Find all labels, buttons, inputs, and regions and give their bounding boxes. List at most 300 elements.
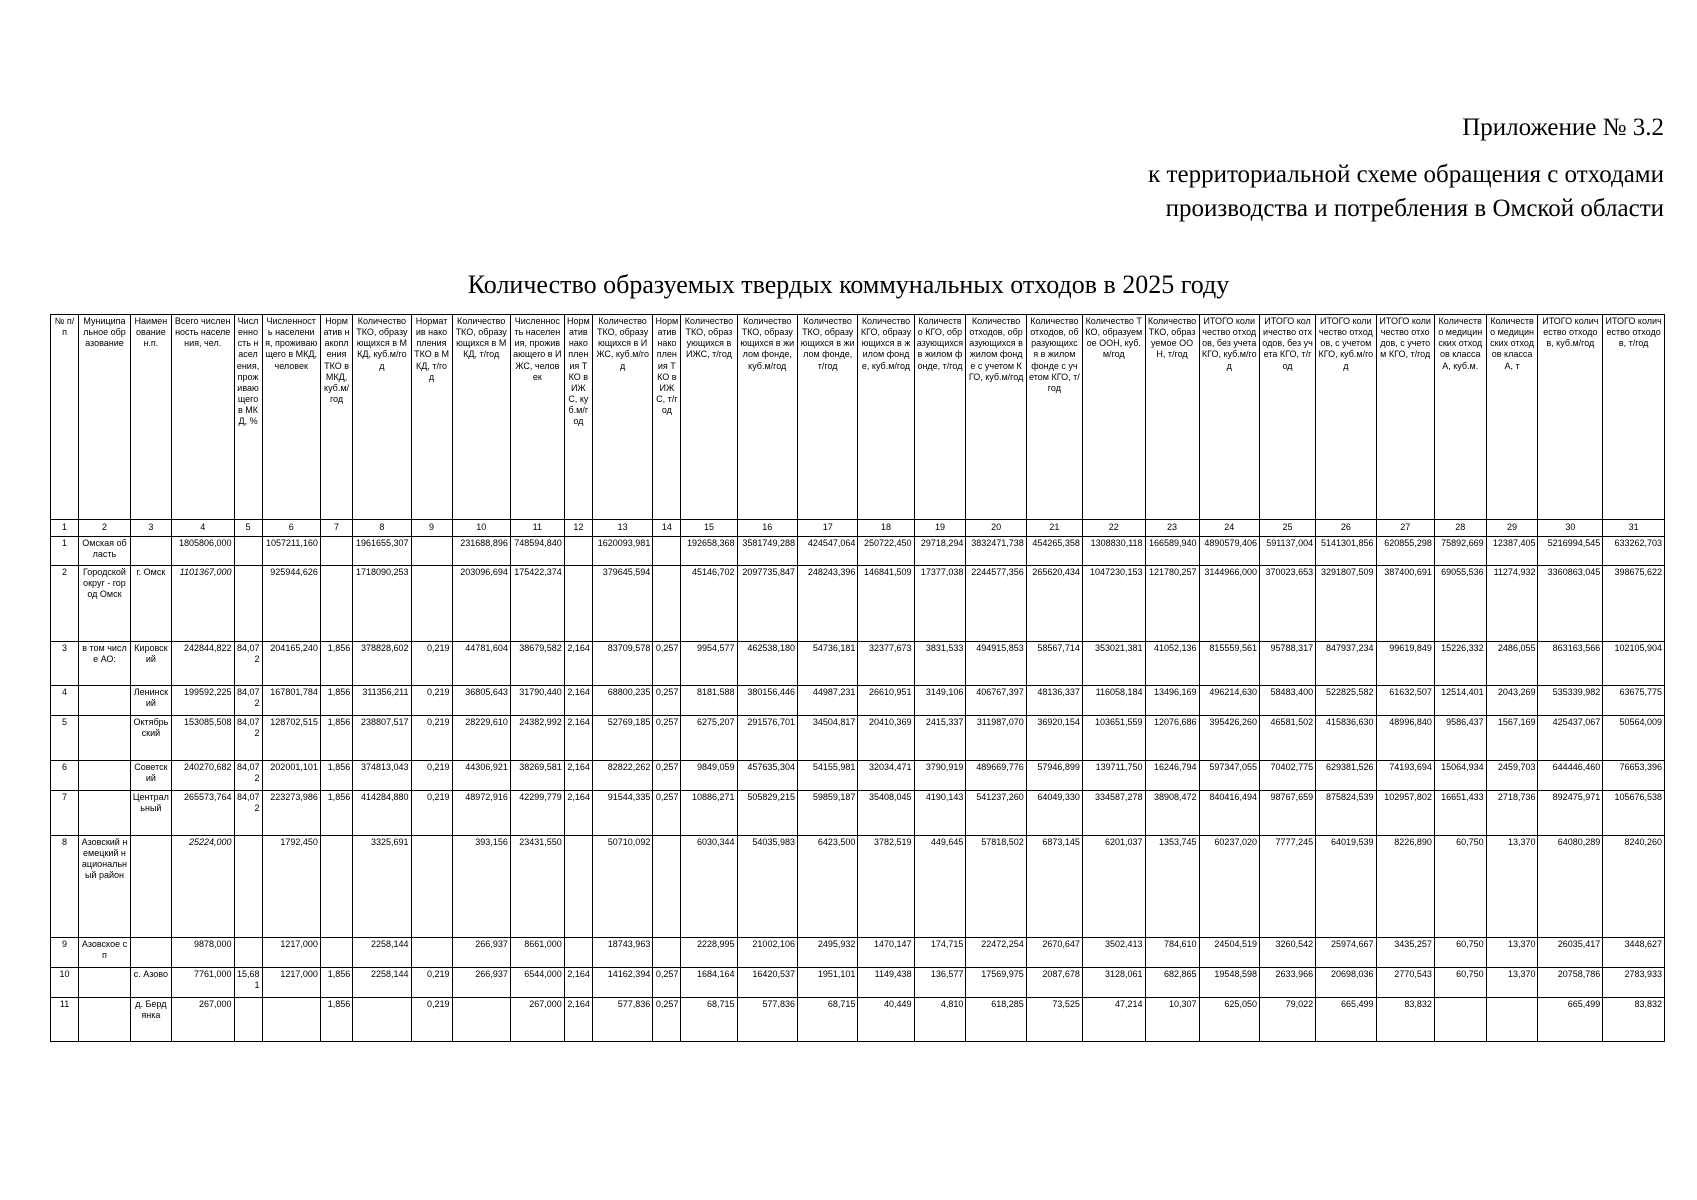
table-row (51, 716, 1665, 761)
table-cell (564, 836, 592, 938)
appendix-number: Приложение № 3.2 (1462, 114, 1664, 141)
table-cell: 4890579,406 (1199, 537, 1259, 566)
table-cell: 505829,215 (737, 791, 797, 836)
table-cell: 462538,180 (737, 642, 797, 686)
table-cell: 10,307 (1145, 998, 1199, 1042)
table-cell: 2258,144 (353, 938, 411, 968)
table-cell: 242844,822 (171, 642, 234, 686)
table-cell: 3581749,288 (737, 537, 797, 566)
table-cell: 26610,951 (858, 686, 914, 716)
table-cell: 5216994,545 (1538, 537, 1603, 566)
table-cell: г. Омск (130, 566, 171, 642)
table-cell: 58567,714 (1026, 642, 1082, 686)
table-cell: 2,164 (564, 686, 592, 716)
table-cell: 1101367,000 (171, 566, 234, 642)
table-cell: с. Азово (130, 968, 171, 998)
table-cell: 1 (51, 537, 79, 566)
table-cell: 248243,396 (797, 566, 857, 642)
table-cell: 84,072 (234, 642, 262, 686)
column-number: 10 (452, 520, 510, 537)
table-cell: 70402,775 (1259, 761, 1315, 791)
table-cell: 2,164 (564, 968, 592, 998)
table-cell: 6275,207 (681, 716, 737, 761)
table-cell: 91544,335 (592, 791, 652, 836)
table-cell: 57818,502 (966, 836, 1026, 938)
table-cell (1486, 998, 1538, 1042)
table-cell: 875824,539 (1316, 791, 1376, 836)
column-header: Норматив накопления ТКО в МКД, т/год (411, 315, 452, 520)
table-cell: 266,937 (452, 938, 510, 968)
column-number: 6 (262, 520, 320, 537)
table-row (51, 836, 1665, 938)
table-cell (320, 836, 352, 938)
table-cell: 52769,185 (592, 716, 652, 761)
column-number: 14 (653, 520, 681, 537)
table-cell: 204165,240 (262, 642, 320, 686)
table-cell: 38679,582 (510, 642, 564, 686)
table-cell: 424547,064 (797, 537, 857, 566)
table-cell: 8226,890 (1376, 836, 1434, 938)
table-cell: 48996,840 (1376, 716, 1434, 761)
table-cell: 13,370 (1486, 836, 1538, 938)
column-header: Количество ТКО, образуемое ООН, куб.м/год (1082, 315, 1145, 520)
table-cell: 618,285 (966, 998, 1026, 1042)
table-cell: 3291807,509 (1316, 566, 1376, 642)
table-cell: 3128,061 (1082, 968, 1145, 998)
table-cell: 784,610 (1145, 938, 1199, 968)
table-cell: 535339,982 (1538, 686, 1603, 716)
table-cell: 64049,330 (1026, 791, 1082, 836)
table-cell: 146841,509 (858, 566, 914, 642)
column-header: Количество КГО, образующихся в жилом фонде, т/год (914, 315, 966, 520)
column-header: Количество ТКО, образующихся в жилом фонде, т/год (797, 315, 857, 520)
table-cell: 95788,317 (1259, 642, 1315, 686)
table-cell: 83,832 (1376, 998, 1434, 1042)
table-cell: 665,499 (1316, 998, 1376, 1042)
table-cell: 6030,344 (681, 836, 737, 938)
table-cell: 840416,494 (1199, 791, 1259, 836)
table-cell: 8240,260 (1603, 836, 1665, 938)
table-cell: 0,257 (653, 716, 681, 761)
table-cell: 48136,337 (1026, 686, 1082, 716)
table-cell: 2244577,356 (966, 566, 1026, 642)
table-cell: 387400,691 (1376, 566, 1434, 642)
table-cell: 2043,269 (1486, 686, 1538, 716)
table-cell: 3360863,045 (1538, 566, 1603, 642)
table-cell: 15226,332 (1434, 642, 1486, 686)
table-cell: 291576,701 (737, 716, 797, 761)
column-number: 11 (510, 520, 564, 537)
table-cell: 54035,983 (737, 836, 797, 938)
table-cell (653, 938, 681, 968)
table-cell: 374813,043 (353, 761, 411, 791)
table-cell (130, 836, 171, 938)
table-cell: 18743,963 (592, 938, 652, 968)
table-cell: 16246,794 (1145, 761, 1199, 791)
table-cell: Центральный (130, 791, 171, 836)
table-cell: 12387,405 (1486, 537, 1538, 566)
column-number: 16 (737, 520, 797, 537)
table-cell (234, 537, 262, 566)
table-cell (79, 716, 131, 761)
table-cell: 267,000 (171, 998, 234, 1042)
table-cell: 12514,401 (1434, 686, 1486, 716)
table-cell: 496214,630 (1199, 686, 1259, 716)
table-cell: 2,164 (564, 716, 592, 761)
table-cell: 665,499 (1538, 998, 1603, 1042)
column-header: ИТОГО количество отходов, с учетом КГО, т/год (1376, 315, 1434, 520)
table-cell: 9 (51, 938, 79, 968)
table-cell: 20698,036 (1316, 968, 1376, 998)
table-cell: 393,156 (452, 836, 510, 938)
table-cell: 103651,559 (1082, 716, 1145, 761)
table-cell: 202001,101 (262, 761, 320, 791)
waste-table (50, 314, 1665, 1042)
column-number: 21 (1026, 520, 1082, 537)
table-cell: 2495,932 (797, 938, 857, 968)
table-cell: 63675,775 (1603, 686, 1665, 716)
column-header: Количество ТКО, образуемое ООН, т/год (1145, 315, 1199, 520)
table-cell: 12076,686 (1145, 716, 1199, 761)
column-number: 27 (1376, 520, 1434, 537)
table-cell: 2670,647 (1026, 938, 1082, 968)
table-cell: 6201,037 (1082, 836, 1145, 938)
table-cell: 68800,235 (592, 686, 652, 716)
table-cell: 250722,450 (858, 537, 914, 566)
table-cell: 489669,776 (966, 761, 1026, 791)
table-cell: 370023,653 (1259, 566, 1315, 642)
table-cell: 2633,966 (1259, 968, 1315, 998)
column-header: Норматив накопления ТКО в МКД, куб.м/год (320, 315, 352, 520)
column-number: 5 (234, 520, 262, 537)
table-cell: 3832471,738 (966, 537, 1026, 566)
table-cell: 454265,358 (1026, 537, 1082, 566)
table-cell: 4,810 (914, 998, 966, 1042)
table-cell: 44987,231 (797, 686, 857, 716)
table-cell: Советский (130, 761, 171, 791)
table-cell: 353021,381 (1082, 642, 1145, 686)
table-cell: 3149,106 (914, 686, 966, 716)
table-cell: 16651,433 (1434, 791, 1486, 836)
table-cell: 311987,070 (966, 716, 1026, 761)
table-cell: 105676,538 (1603, 791, 1665, 836)
table-cell: 0,219 (411, 968, 452, 998)
table-cell: 41052,136 (1145, 642, 1199, 686)
table-cell: 15064,934 (1434, 761, 1486, 791)
table-cell: 1217,000 (262, 938, 320, 968)
table-cell: 425437,067 (1538, 716, 1603, 761)
table-cell: 1792,450 (262, 836, 320, 938)
table-cell: 1,856 (320, 968, 352, 998)
table-cell: 13496,169 (1145, 686, 1199, 716)
table-cell: 541237,260 (966, 791, 1026, 836)
table-cell: 167801,784 (262, 686, 320, 716)
table-cell (411, 537, 452, 566)
table-cell: 45146,702 (681, 566, 737, 642)
table-cell: 644446,460 (1538, 761, 1603, 791)
table-cell: 3448,627 (1603, 938, 1665, 968)
table-cell: 60237,020 (1199, 836, 1259, 938)
table-cell: 25974,667 (1316, 938, 1376, 968)
table-cell (353, 998, 411, 1042)
column-header: Норматив накопления ТКО в ИЖС, куб.м/год (564, 315, 592, 520)
table-cell: 1805806,000 (171, 537, 234, 566)
table-cell: 83,832 (1603, 998, 1665, 1042)
table-cell: 29718,294 (914, 537, 966, 566)
table-cell: 9954,577 (681, 642, 737, 686)
table-cell: 199592,225 (171, 686, 234, 716)
table-cell: 68,715 (797, 998, 857, 1042)
table-cell: 265573,764 (171, 791, 234, 836)
table-cell: 334587,278 (1082, 791, 1145, 836)
table-cell: 398675,622 (1603, 566, 1665, 642)
table-cell: 494915,853 (966, 642, 1026, 686)
table-cell: 0,219 (411, 998, 452, 1042)
table-row (51, 686, 1665, 716)
table-cell: 682,865 (1145, 968, 1199, 998)
table-cell: 238807,517 (353, 716, 411, 761)
table-cell: 64080,289 (1538, 836, 1603, 938)
table-cell: Азовское сп (79, 938, 131, 968)
table-cell: 60,750 (1434, 938, 1486, 968)
appendix-subtitle-line-2: производства и потребления в Омской области (1165, 195, 1664, 222)
table-cell: 24382,992 (510, 716, 564, 761)
column-number: 4 (171, 520, 234, 537)
table-cell: 84,072 (234, 761, 262, 791)
table-cell: 597347,055 (1199, 761, 1259, 791)
table-cell: 59859,187 (797, 791, 857, 836)
table-cell: 267,000 (510, 998, 564, 1042)
table-cell: 311356,211 (353, 686, 411, 716)
column-number: 19 (914, 520, 966, 537)
column-header: ИТОГО количество отходов, с учетом КГО, куб.м/год (1316, 315, 1376, 520)
table-cell (653, 836, 681, 938)
table-cell: 166589,940 (1145, 537, 1199, 566)
table-cell: 414284,880 (353, 791, 411, 836)
table-cell: 2258,144 (353, 968, 411, 998)
table-cell: 815559,561 (1199, 642, 1259, 686)
table-cell: 20410,369 (858, 716, 914, 761)
table-cell: 20758,786 (1538, 968, 1603, 998)
table-cell: 69055,536 (1434, 566, 1486, 642)
table-cell: 629381,526 (1316, 761, 1376, 791)
table-cell: 1,856 (320, 642, 352, 686)
table-cell: 40,449 (858, 998, 914, 1042)
table-cell: 24504,519 (1199, 938, 1259, 968)
table-cell: 174,715 (914, 938, 966, 968)
table-cell (79, 998, 131, 1042)
table-cell: 223273,986 (262, 791, 320, 836)
table-cell: 1308830,118 (1082, 537, 1145, 566)
table-cell (653, 537, 681, 566)
table-cell: 892475,971 (1538, 791, 1603, 836)
appendix-subtitle (964, 158, 1664, 226)
table-cell: 139711,750 (1082, 761, 1145, 791)
table-cell: 6 (51, 761, 79, 791)
table-cell: в том числе АО: (79, 642, 131, 686)
column-number: 26 (1316, 520, 1376, 537)
table-cell: 1,856 (320, 791, 352, 836)
table-cell: Омская область (79, 537, 131, 566)
table-cell: 4 (51, 686, 79, 716)
table-cell (411, 836, 452, 938)
column-header: Количество ТКО, образующихся в ИЖС, т/год (681, 315, 737, 520)
table-cell: 1,856 (320, 998, 352, 1042)
table-cell: 925944,626 (262, 566, 320, 642)
table-cell: 84,072 (234, 716, 262, 761)
table-cell: 2,164 (564, 761, 592, 791)
table-cell: 83709,578 (592, 642, 652, 686)
table-cell: 38908,472 (1145, 791, 1199, 836)
table-cell: 633262,703 (1603, 537, 1665, 566)
table-cell: 28229,610 (452, 716, 510, 761)
table-cell: 8661,000 (510, 938, 564, 968)
table-cell: Городской округ - город Омск (79, 566, 131, 642)
table-row (51, 791, 1665, 836)
table-cell: 73,525 (1026, 998, 1082, 1042)
table-cell: 9849,059 (681, 761, 737, 791)
table-cell: 10 (51, 968, 79, 998)
table-cell: 36920,154 (1026, 716, 1082, 761)
table-cell: 1718090,253 (353, 566, 411, 642)
table-cell: 0,257 (653, 642, 681, 686)
table-cell: 48972,916 (452, 791, 510, 836)
table-cell: 0,219 (411, 716, 452, 761)
table-cell: 76653,396 (1603, 761, 1665, 791)
table-cell: 54736,181 (797, 642, 857, 686)
table-cell: 57946,899 (1026, 761, 1082, 791)
table-cell: 6873,145 (1026, 836, 1082, 938)
table-cell: 0,219 (411, 642, 452, 686)
table-cell: 3 (51, 642, 79, 686)
table-cell: 1,856 (320, 761, 352, 791)
table-cell: 1149,438 (858, 968, 914, 998)
column-number: 29 (1486, 520, 1538, 537)
table-cell (234, 998, 262, 1042)
table-cell: 2097735,847 (737, 566, 797, 642)
column-header: ИТОГО количество отходов, без учета КГО, т/год (1259, 315, 1315, 520)
column-header: ИТОГО количество отходов, т/год (1603, 315, 1665, 520)
table-cell (234, 938, 262, 968)
table-cell: 32034,471 (858, 761, 914, 791)
table-cell: 42299,779 (510, 791, 564, 836)
table-cell (320, 566, 352, 642)
table-cell: 591137,004 (1259, 537, 1315, 566)
table-cell: 35408,045 (858, 791, 914, 836)
table-title: Количество образуемых твердых коммунальных отходов в 2025 году (467, 270, 1230, 299)
table-cell: 23431,550 (510, 836, 564, 938)
table-cell (564, 566, 592, 642)
column-header: Количество медицинских отходов класса А, т (1486, 315, 1538, 520)
table-cell: 19548,598 (1199, 968, 1259, 998)
table-cell: 0,257 (653, 791, 681, 836)
table-cell: 2459,703 (1486, 761, 1538, 791)
table-cell: 16420,537 (737, 968, 797, 998)
table-cell: 10886,271 (681, 791, 737, 836)
column-number: 28 (1434, 520, 1486, 537)
table-cell: 11274,932 (1486, 566, 1538, 642)
table-cell: 3260,542 (1259, 938, 1315, 968)
table-cell: 25224,000 (171, 836, 234, 938)
table-cell: 1961655,307 (353, 537, 411, 566)
table-cell: 1,856 (320, 716, 352, 761)
table-cell: 2,164 (564, 791, 592, 836)
table-cell: 38269,581 (510, 761, 564, 791)
table-cell: 22472,254 (966, 938, 1026, 968)
table-cell: 84,072 (234, 791, 262, 836)
table-cell: 102105,904 (1603, 642, 1665, 686)
table-cell: 1,856 (320, 686, 352, 716)
column-number: 17 (797, 520, 857, 537)
column-number: 15 (681, 520, 737, 537)
table-cell: 58483,400 (1259, 686, 1315, 716)
table-cell: 17377,038 (914, 566, 966, 642)
table-cell (79, 686, 131, 716)
table-cell: 99619,849 (1376, 642, 1434, 686)
column-number: 12 (564, 520, 592, 537)
column-number: 18 (858, 520, 914, 537)
table-cell: 9878,000 (171, 938, 234, 968)
table-cell: 7777,245 (1259, 836, 1315, 938)
table-cell: 44306,921 (452, 761, 510, 791)
table-cell: 395426,260 (1199, 716, 1259, 761)
table-cell: 6423,500 (797, 836, 857, 938)
column-header: Всего численность населения, чел. (171, 315, 234, 520)
table-cell: 50564,009 (1603, 716, 1665, 761)
table-cell: 449,645 (914, 836, 966, 938)
table-cell: 64019,539 (1316, 836, 1376, 938)
table-cell: 0,219 (411, 761, 452, 791)
table-cell: 9586,437 (1434, 716, 1486, 761)
table-cell: 2783,933 (1603, 968, 1665, 998)
table-cell: 415836,630 (1316, 716, 1376, 761)
column-header: Численность населения, проживающего в МКД, % (234, 315, 262, 520)
table-cell: 31790,440 (510, 686, 564, 716)
table-cell (234, 836, 262, 938)
table-cell: 32377,673 (858, 642, 914, 686)
table-cell: 577,836 (737, 998, 797, 1042)
table-row (51, 998, 1665, 1042)
table-cell: 2,164 (564, 642, 592, 686)
column-number: 3 (130, 520, 171, 537)
table-cell: 0,257 (653, 968, 681, 998)
table-cell: 3502,413 (1082, 938, 1145, 968)
column-number: 20 (966, 520, 1026, 537)
table-cell: 21002,106 (737, 938, 797, 968)
table-cell: 8181,588 (681, 686, 737, 716)
table-cell: 36805,643 (452, 686, 510, 716)
table-cell: 153085,508 (171, 716, 234, 761)
table-cell: 577,836 (592, 998, 652, 1042)
table-cell: 2 (51, 566, 79, 642)
table-row (51, 537, 1665, 566)
table-cell: 74193,694 (1376, 761, 1434, 791)
column-header: Количество ТКО, образующихся в ИЖС, куб.м/год (592, 315, 652, 520)
table-cell: 203096,694 (452, 566, 510, 642)
column-header: Муниципальное образование (79, 315, 131, 520)
table-cell (262, 998, 320, 1042)
table-cell: 7761,000 (171, 968, 234, 998)
table-cell: 60,750 (1434, 836, 1486, 938)
table-cell: 50710,092 (592, 836, 652, 938)
table-cell: 61632,507 (1376, 686, 1434, 716)
table-cell: 3435,257 (1376, 938, 1434, 968)
table-cell: 34504,817 (797, 716, 857, 761)
table-row (51, 566, 1665, 642)
table-cell (234, 566, 262, 642)
table-row (51, 761, 1665, 791)
table-cell (564, 938, 592, 968)
